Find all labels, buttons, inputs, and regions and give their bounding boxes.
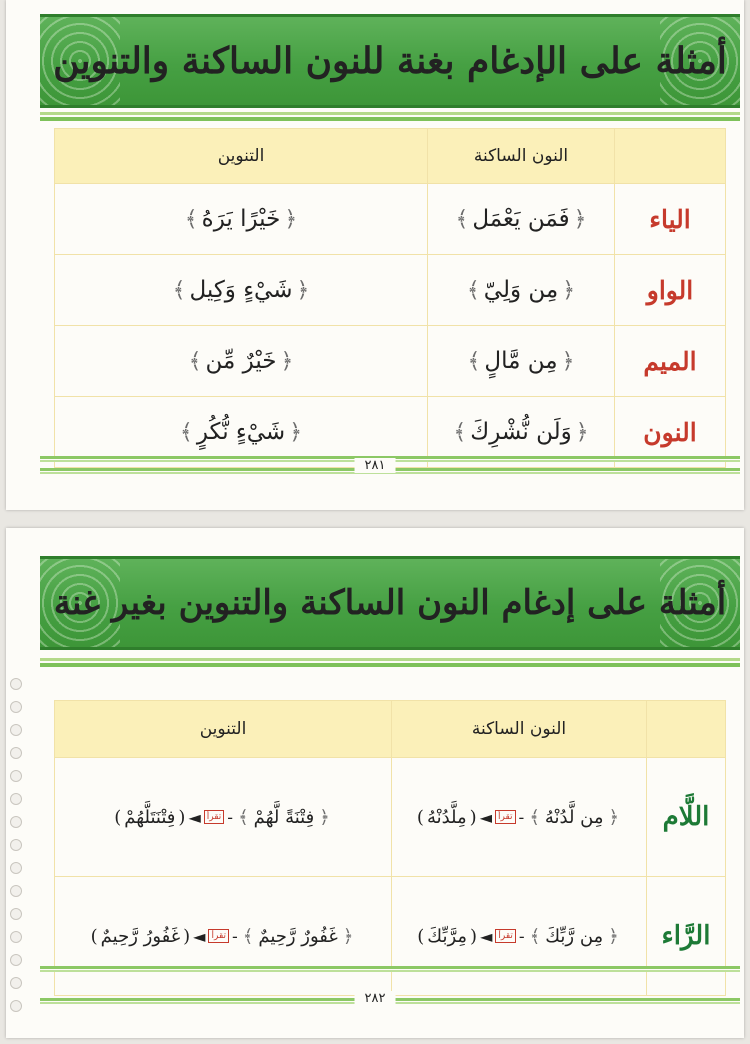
nun-example: مِن وَلِيّ xyxy=(483,277,559,304)
dash-icon: - xyxy=(232,926,238,946)
read-as-label: تقرأ xyxy=(208,929,229,943)
nun-example: وَلَن نُّشْرِكَ xyxy=(470,419,572,446)
footer-stripe xyxy=(40,966,740,972)
nun-word: مِن لَّدُنْهُ xyxy=(544,806,604,828)
letter-cell: الميم xyxy=(615,326,726,397)
paren-icon: ( xyxy=(178,806,186,828)
arrow-left-icon: ◄ xyxy=(479,807,492,827)
title-banner xyxy=(40,556,740,650)
ornate-bracket-icon: ﴾ xyxy=(466,277,480,303)
ornate-bracket-icon: ﴾ xyxy=(529,806,540,828)
paren-icon: ) xyxy=(416,806,424,828)
header-corner xyxy=(647,701,726,758)
table-row xyxy=(55,326,726,397)
page-281 xyxy=(6,0,744,510)
tanwin-example: شَيْءٍ وَكِيل xyxy=(189,277,293,304)
letter-cell: النون xyxy=(615,397,726,468)
tanwin-example-cell xyxy=(55,326,428,397)
nun-reading: مِلَّدُنْهُ xyxy=(426,806,467,828)
paren-icon: ) xyxy=(114,806,122,828)
page-number: ٢٨٢ xyxy=(355,991,396,1006)
arrow-left-icon: ◄ xyxy=(188,807,201,827)
arrow-left-icon: ◄ xyxy=(193,926,206,946)
table-row xyxy=(55,758,726,877)
table-header-row xyxy=(55,701,726,758)
paren-icon: ( xyxy=(183,925,191,947)
ornate-bracket-icon: ﴿ xyxy=(280,348,294,374)
table-header-row xyxy=(55,129,726,184)
tanwin-reading: غَفُورُ رَّحِيمٌ xyxy=(100,925,181,947)
letter-cell: الياء xyxy=(615,184,726,255)
ornate-bracket-icon: ﴿ xyxy=(284,206,298,232)
table-row xyxy=(55,255,726,326)
ornate-bracket-icon: ﴿ xyxy=(561,348,575,374)
nun-example-cell xyxy=(428,184,615,255)
table-row xyxy=(55,184,726,255)
header-nun-sakinah: النون الساكنة xyxy=(428,129,615,184)
tanwin-example-cell xyxy=(55,255,428,326)
paren-icon: ) xyxy=(90,925,98,947)
read-as-label: تقرأ xyxy=(495,929,516,943)
ornate-bracket-icon: ﴾ xyxy=(188,348,202,374)
ornate-bracket-icon: ﴾ xyxy=(238,806,249,828)
ornate-bracket-icon: ﴾ xyxy=(172,277,186,303)
ornate-bracket-icon: ﴿ xyxy=(608,925,619,947)
tanwin-example-cell xyxy=(55,758,392,877)
tanwin-example: خَيْرًا يَرَهُ xyxy=(201,206,281,233)
ornate-bracket-icon: ﴾ xyxy=(453,419,467,445)
ornate-bracket-icon: ﴿ xyxy=(296,277,310,303)
ornate-bracket-icon: ﴾ xyxy=(242,925,254,947)
page-282 xyxy=(6,528,744,1038)
read-as-label: تقرأ xyxy=(495,810,516,824)
table-row xyxy=(55,877,726,996)
ornate-bracket-icon: ﴿ xyxy=(562,277,576,303)
tanwin-word: فِتْنَةً لَّهُمْ xyxy=(253,806,315,828)
title-banner xyxy=(40,14,740,108)
nun-word: مِن رَّبِّكَ xyxy=(545,925,604,947)
ornate-bracket-icon: ﴿ xyxy=(319,806,330,828)
ornate-bracket-icon: ﴿ xyxy=(608,806,620,828)
ornate-bracket-icon: ﴾ xyxy=(455,206,469,232)
header-tanwin: التنوين xyxy=(55,701,392,758)
nun-example-cell xyxy=(392,758,647,877)
tanwin-word: غَفُورٌ رَّحِيمٌ xyxy=(258,925,338,947)
letter-cell: الواو xyxy=(615,255,726,326)
ornate-bracket-icon: ﴿ xyxy=(342,925,354,947)
ornate-bracket-icon: ﴿ xyxy=(575,419,589,445)
tanwin-example-cell xyxy=(55,184,428,255)
page-title: أمثلة على الإدغام بغنة للنون الساكنة والتنوين xyxy=(53,40,727,82)
paren-icon: ( xyxy=(469,806,477,828)
letter-cell: الرَّاء xyxy=(647,877,726,996)
binder-holes xyxy=(10,678,24,1023)
examples-table xyxy=(54,700,726,996)
ornate-bracket-icon: ﴿ xyxy=(573,206,587,232)
nun-example-cell xyxy=(428,326,615,397)
letter-cell: اللَّام xyxy=(647,758,726,877)
read-as-label: تقرأ xyxy=(204,810,225,824)
ornate-bracket-icon: ﴾ xyxy=(529,925,541,947)
ornate-bracket-icon: ﴾ xyxy=(184,206,198,232)
paren-icon: ( xyxy=(470,925,478,947)
nun-example-cell xyxy=(428,255,615,326)
tanwin-example: خَيْرٌ مِّن xyxy=(205,348,277,375)
header-corner xyxy=(615,129,726,184)
nun-example-cell xyxy=(392,877,647,996)
nun-example: فَمَن يَعْمَل xyxy=(472,206,570,233)
ornate-bracket-icon: ﴿ xyxy=(289,419,303,445)
dash-icon: - xyxy=(227,807,234,827)
ornate-bracket-icon: ﴾ xyxy=(179,419,193,445)
dash-icon: - xyxy=(518,807,525,827)
header-nun-sakinah: النون الساكنة xyxy=(392,701,647,758)
ornate-bracket-icon: ﴾ xyxy=(467,348,481,374)
nun-reading: مِرَّبِّكَ xyxy=(427,925,468,947)
tanwin-reading: فِتْنَتَلَّهُمْ xyxy=(124,806,176,828)
nun-example: مِن مَّالٍ xyxy=(484,348,558,375)
divider-stripes xyxy=(40,658,740,667)
header-tanwin: التنوين xyxy=(55,129,428,184)
examples-table xyxy=(54,128,726,468)
page-title: أمثلة على إدغام النون الساكنة والتنوين بغير غنة xyxy=(53,583,727,623)
tanwin-example: شَيْءٍ نُّكُرٍ xyxy=(196,419,286,446)
tanwin-example-cell xyxy=(55,877,392,996)
divider-stripes xyxy=(40,112,740,121)
paren-icon: ) xyxy=(417,925,425,947)
dash-icon: - xyxy=(518,926,525,946)
page-number: ٢٨١ xyxy=(355,458,396,473)
arrow-left-icon: ◄ xyxy=(480,926,493,946)
